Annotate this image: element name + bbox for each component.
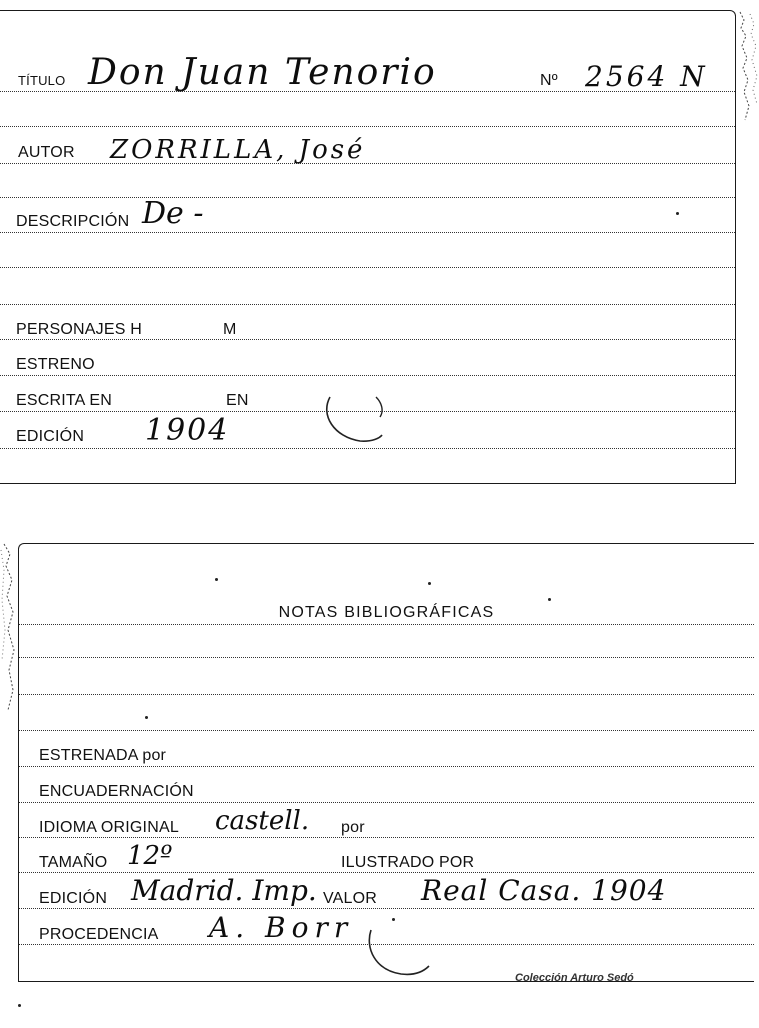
punch-hole-icon: [359, 926, 439, 982]
valor-label: VALOR: [323, 890, 378, 907]
personajes-m-label: M: [223, 321, 237, 338]
idioma-label: IDIOMA ORIGINAL: [39, 819, 179, 836]
edicion-label-bottom: EDICIÓN: [39, 890, 108, 907]
catalog-card-top: [0, 10, 736, 484]
card-rule: [19, 657, 754, 658]
card-rule: [19, 908, 754, 909]
estrenada-label-text: ESTRENADA por: [39, 747, 167, 764]
scan-edge-noise: [0, 540, 20, 720]
autor-value: ZORRILLA, José: [110, 135, 366, 165]
scan-speck: [676, 212, 679, 215]
encuadernacion-label: ENCUADERNACIÓN: [39, 783, 194, 800]
estrenada-label: [39, 748, 166, 764]
punch-hole-icon: [320, 391, 390, 451]
procedencia-label: PROCEDENCIA: [39, 926, 159, 943]
edicion-value-bottom: Madrid. Imp.: [131, 874, 317, 907]
autor-label: AUTOR: [18, 144, 75, 161]
card-rule: [0, 197, 735, 198]
scan-speck: [392, 918, 395, 921]
descripcion-label: DESCRIPCIÓN: [16, 213, 130, 230]
scan-speck: [215, 578, 218, 581]
scan-speck: [548, 598, 551, 601]
scan-speck: [145, 716, 148, 719]
card-rule: [0, 126, 735, 127]
tamano-value: 12º: [127, 841, 173, 871]
card-rule: [0, 339, 735, 340]
ilustrado-label: ILUSTRADO POR: [341, 854, 475, 871]
card-rule: [0, 375, 735, 376]
card-rule: [19, 872, 754, 873]
numero-value: 2564 N: [585, 60, 708, 93]
descripcion-value: De -: [142, 196, 204, 231]
card-rule: [19, 730, 754, 731]
idioma-value: castell.: [215, 806, 310, 836]
catalog-card-bottom: [18, 543, 754, 982]
idioma-por-label: por: [341, 819, 365, 836]
scan-edge-noise: [738, 10, 759, 130]
card-rule: [0, 267, 735, 268]
card-rule: [0, 304, 735, 305]
valor-value: Real Casa. 1904: [421, 874, 667, 907]
procedencia-value: A. Borr: [209, 911, 354, 944]
personajes-label: PERSONAJES H: [16, 321, 142, 338]
card-rule: [19, 624, 754, 625]
numero-label: Nº: [540, 72, 558, 89]
card-rule: [19, 802, 754, 803]
scan-speck: [428, 582, 431, 585]
scan-speck: [18, 1004, 21, 1007]
edicion-value: 1904: [145, 413, 230, 448]
estreno-label: ESTRENO: [16, 356, 95, 373]
edicion-label: EDICIÓN: [16, 428, 85, 445]
collection-credit: Colección Arturo Sedó: [515, 972, 634, 984]
titulo-label: TÍTULO: [18, 73, 66, 88]
notas-heading: NOTAS BIBLIOGRÁFICAS: [278, 604, 495, 621]
card-rule: [0, 232, 735, 233]
card-rule: [19, 837, 754, 838]
escrita-en-label: EN: [226, 392, 249, 409]
card-rule: [19, 694, 754, 695]
card-rule: [19, 766, 754, 767]
titulo-value: Don Juan Tenorio: [88, 52, 437, 93]
escrita-label: ESCRITA EN: [16, 392, 112, 409]
tamano-label: TAMAÑO: [39, 854, 108, 871]
